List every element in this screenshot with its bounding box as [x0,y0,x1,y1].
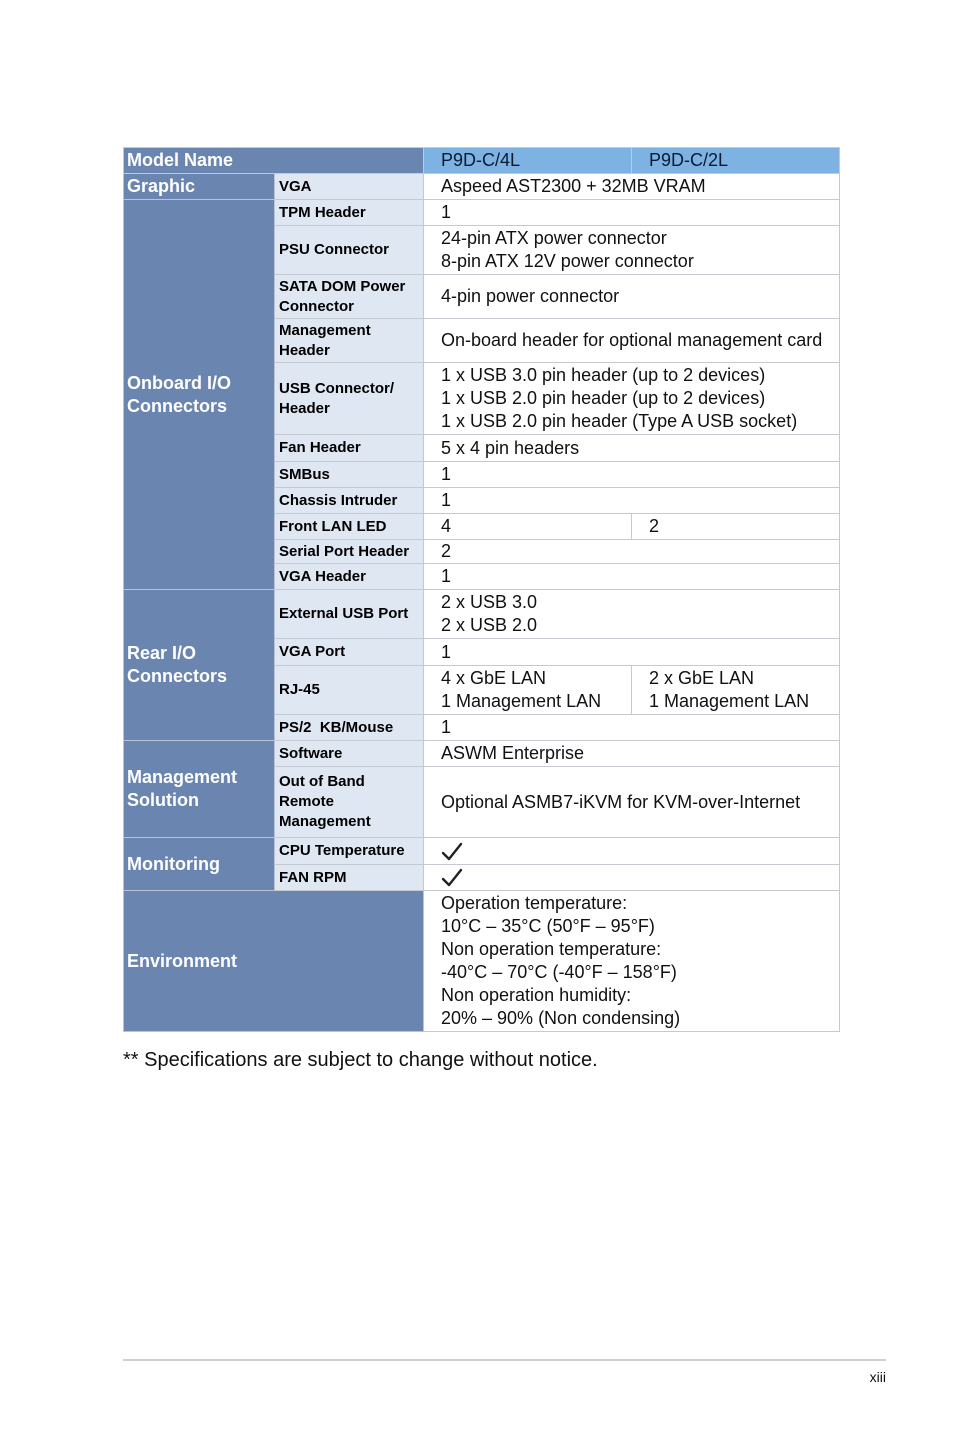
out-of-band-label: Out of Band Remote Management [275,767,424,838]
management-header-value: On-board header for optional management card [424,319,840,363]
footnote: ** Specifications are subject to change without notice. [123,1049,598,1071]
value-line: 2 x USB 2.0 [441,615,538,635]
value-line: 4 x GbE LAN [441,668,547,688]
model-p9d-c-4l-header: P9D-C/4L [424,148,632,174]
external-usb-port-label: External USB Port [275,590,424,639]
serial-port-header-label: Serial Port Header [275,540,424,564]
value-line: 24-pin ATX power connector [441,228,667,248]
value-line: 8-pin ATX 12V power connector [441,251,694,271]
rear-io-category: Rear I/O Connectors [124,590,275,741]
front-lan-led-2l-value: 2 [632,514,840,540]
tpm-header-value: 1 [424,200,840,226]
tpm-header-label: TPM Header [275,200,424,226]
graphic-row [124,174,840,200]
front-lan-led-4l-value: 4 [424,514,632,540]
cpu-temperature-value [424,838,840,865]
spec-row [124,200,840,226]
vga-header-value: 1 [424,564,840,590]
graphic-category: Graphic [124,174,275,200]
fan-rpm-value [424,865,840,891]
value-line: 2 x USB 3.0 [441,592,538,612]
value-line: Non operation humidity: [441,985,632,1005]
checkmark-icon [441,842,463,862]
management-solution-category: Management Solution [124,741,275,838]
value-line: 1 x USB 2.0 pin header (up to 2 devices) [441,388,766,408]
spec-table [123,147,840,1032]
value-line: Operation temperature: [441,893,628,913]
page-number: xiii [869,1369,886,1385]
monitoring-category: Monitoring [124,838,275,891]
value-line: 1 x USB 3.0 pin header (up to 2 devices) [441,365,766,385]
cpu-temperature-label: CPU Temperature [275,838,424,865]
rj45-4l-value [424,666,632,715]
value-line: 1 Management LAN [441,691,602,711]
rj45-2l-value [632,666,840,715]
rj45-label: RJ-45 [275,666,424,715]
chassis-intruder-value: 1 [424,488,840,514]
model-name-header: Model Name [124,148,424,174]
footer-divider [123,1359,886,1361]
value-line: 2 x GbE LAN [649,668,755,688]
fan-header-label: Fan Header [275,435,424,462]
smbus-label: SMBus [275,462,424,488]
psu-connector-label: PSU Connector [275,226,424,275]
environment-category: Environment [124,891,424,1032]
value-line: 1 Management LAN [649,691,810,711]
vga-port-value: 1 [424,639,840,666]
external-usb-port-value [424,590,840,639]
serial-port-header-value: 2 [424,540,840,564]
vga-header-label: VGA Header [275,564,424,590]
value-line: Non operation temperature: [441,939,662,959]
spec-row [124,891,840,1032]
spec-row [124,741,840,767]
out-of-band-value: Optional ASMB7-iKVM for KVM-over-Internet [424,767,840,838]
value-line: 10°C – 35°C (50°F – 95°F) [441,916,655,936]
usb-connector-value [424,363,840,435]
sata-dom-power-value: 4-pin power connector [424,275,840,319]
vga-value: Aspeed AST2300 + 32MB VRAM [424,174,840,200]
environment-value [424,891,840,1032]
spec-row [124,838,840,865]
smbus-value: 1 [424,462,840,488]
value-line: -40°C – 70°C (-40°F – 158°F) [441,962,677,982]
spec-row [124,590,840,639]
management-header-label: Management Header [275,319,424,363]
fan-rpm-label: FAN RPM [275,865,424,891]
onboard-io-category: Onboard I/O Connectors [124,200,275,590]
front-lan-led-label: Front LAN LED [275,514,424,540]
model-p9d-c-2l-header: P9D-C/2L [632,148,840,174]
vga-label: VGA [275,174,424,200]
psu-connector-value [424,226,840,275]
fan-header-value: 5 x 4 pin headers [424,435,840,462]
usb-connector-label: USB Connector/ Header [275,363,424,435]
software-label: Software [275,741,424,767]
chassis-intruder-label: Chassis Intruder [275,488,424,514]
ps2-kb-mouse-value: 1 [424,715,840,741]
vga-port-label: VGA Port [275,639,424,666]
ps2-kb-mouse-label: PS/2 KB/Mouse [275,715,424,741]
sata-dom-power-label: SATA DOM Power Connector [275,275,424,319]
header-row [124,148,840,174]
checkmark-icon [441,868,463,888]
software-value: ASWM Enterprise [424,741,840,767]
value-line: 20% – 90% (Non condensing) [441,1008,681,1028]
value-line: 1 x USB 2.0 pin header (Type A USB socket) [441,411,798,431]
